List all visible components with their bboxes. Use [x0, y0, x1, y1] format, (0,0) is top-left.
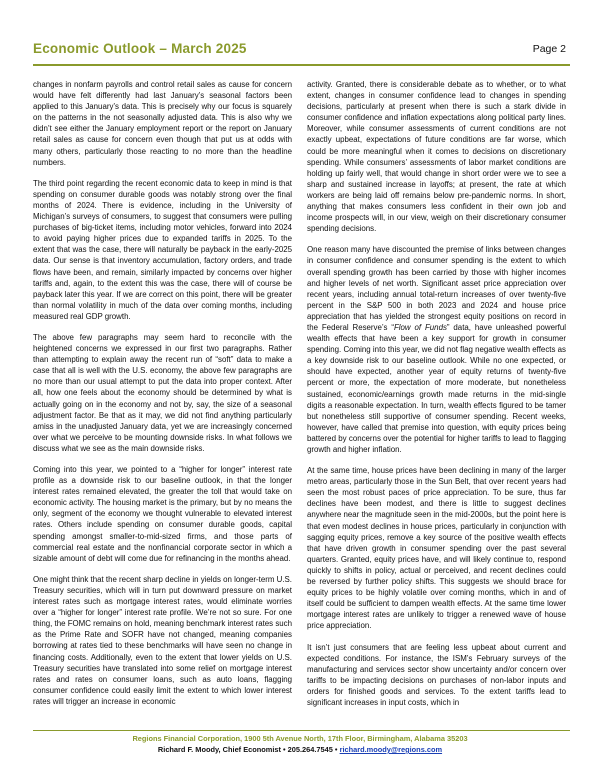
- email-link[interactable]: richard.moody@regions.com: [339, 745, 443, 754]
- newsletter-title: Economic Outlook – March 2025: [33, 41, 247, 56]
- page-header: [33, 38, 570, 66]
- paragraph: One might think that the recent sharp decline in yields on longer-term U.S. Treasury securities, which will in turn put downward pressure on market interest rates such as mortgage interest rates, would eliminate worries over a “higher for longer” interest rate profile. We’re not so sure. For one thing, the FOMC remains on hold, meaning benchmark interest rates such as the Prime Rate and SOFR have not changed, meaning companies borrowing at rates tied to these benchmarks will have seen no change in financing costs. Additionally, even to the extent that lower yields on U.S. Treasury securities have translated into some relief on mortgage interest rates and rates on consumer loans, such as auto loans, flagging consumer confidence could easily limit the extent to which lower interest rates will trigger an increase in economic: [33, 574, 292, 706]
- paragraph: activity. Granted, there is considerable debate as to whether, or to what extent, changes in consumer confidence lead to changes in spending decisions, particularly at present when there is such a stark divide in consumer confidence and inflation expectations along political party lines. Moreover, while consumer assessments of current conditions are not exactly upbeat, expectations of future conditions are far worse, which could be more meaningful when it comes to decisions on discretionary spending. While consumers’ assessments of labor market conditions are holding up fairly well, that would change in short order were we to see a sharp and sustained increase in layoffs; at present, the rate at which workers are being laid off remains below pre-pandemic norms. In short, anything that makes consumers less confident in their own job and income prospects will, in our view, weigh on their discretionary consumer spending decisions.: [307, 80, 566, 234]
- flow-of-funds-title: Flow of Funds: [393, 322, 447, 332]
- paragraph: Coming into this year, we pointed to a “higher for longer” interest rate profile as a downside risk to our baseline outlook, in that the longer interest rates remained elevated, the greater the toll that would take on economic activity. The housing market is the primary, but by no means the only, segment of the economy we thought vulnerable to elevated interest rates. Others include spending on consumer durable goods, capital spending amongst smaller-to-mid-sized firms, and those parts of commercial real estate and the nonfinancial corporate sector in which a sizable amount of debt will come due for refinancing in the months ahead.: [33, 465, 292, 563]
- paragraph: At the same time, house prices have been declining in many of the larger metro areas, particularly those in the Sun Belt, that over recent years had seen the most robust paces of price appreciation. To be sure, thus far declines have been modest, and there is little to suggest declines anywhere near the magnitude seen in the mid-2000s, but the point here is that even modest declines in house prices, particularly in conjunction with sagging equity prices, remove a key source of the positive wealth effects that have driven growth in consumer spending over the past several quarters. Granted, equity prices have, and will likely continue to, respond quickly to shifts in policy, actual or perceived, and recent declines could be reversed by further policy shifts. This suggests we should brace for equity prices to be highly volatile over coming months, which in and of itself could be sufficient to dampen wealth effects. At the same time lower mortgage interest rates are unlikely to trigger a renewed wave of house price appreciation.: [307, 466, 566, 631]
- footer-contact: [0, 745, 600, 754]
- contact-info: Richard F. Moody, Chief Economist • 205.264.7545 •: [157, 745, 340, 754]
- paragraph: changes in nonfarm payrolls and control retail sales as cause for concern would have felt differently had last January’s seasonal factors been applied to this January’s data. This is precisely why our focus is squarely on the patterns in the not seasonally adjusted data. This is also why we didn’t see either the January employment report or the report on January retail sales as cause for concern even though that put us at odds with many others, particularly those reacting to no more than the headline numbers.: [33, 80, 292, 167]
- left-column: [33, 79, 292, 717]
- footer-address: Regions Financial Corporation, 1900 5th Avenue North, 17th Floor, Birmingham, Alabama 35203: [132, 734, 468, 743]
- paragraph-text: ” data, have unleashed powerful wealth effects that have been a key support for growth in consumer spending. Coming into this year, we did not flag negative wealth effects as a key downside risk to our baseline outlook. While no one expected, or should have expected, another year of equity returns of twenty-five percent or more, the expectation of more moderate, but nonetheless sustained, economic/earnings growth made returns in the mid-single digits a reasonable expectation. In turn, wealth effects figured to be tamer but nonetheless still supportive of consumer spending. Recent weeks, however, have called that premise into question, with equity prices being battered by concerns over the potential for higher tariffs to lead to flagging growth and higher inflation.: [307, 322, 566, 454]
- paragraph: The third point regarding the recent economic data to keep in mind is that spending on consumer durable goods was notably strong over the final months of 2024. There is evidence, including in the University of Michigan’s surveys of consumers, to suggest that consumers were pulling purchases of big-ticket items, including motor vehicles, forward into 2024 to avoid paying higher prices due to expanded tariffs in 2025. To the extent that was the case, there will naturally be payback in the early-2025 data. Our sense is that inventory accumulation, factory orders, and trade flows have been, and remain, similarly impacted by concerns over higher tariffs and, again, to the extent this was the case, there will of course be payback later this year. If we are correct on this point, there will be greater than normal volatility in much of the data over coming months, including measured real GDP growth.: [33, 178, 292, 321]
- paragraph-text: One reason many have discounted the premise of links between changes in consumer confidence and consumer spending is the extent to which overall spending growth has been carried by those with higher incomes and higher levels of net worth. Significant asset price appreciation over recent years, including annual total-return increases of over twenty-five percent in the S&P 500 in both 2023 and 2024 and house price appreciation that has yielded the strongest equity positions on record in the Federal Reserve’s “: [307, 245, 566, 332]
- right-column: [307, 79, 566, 718]
- paragraph: [307, 244, 566, 455]
- paragraph: The above few paragraphs may seem hard to reconcile with the heightened concerns we expressed in our first two paragraphs. Rather than attempting to explain away the recent run of “soft” data to make a case that all is well with the U.S. economy, the above few paragraphs are no more than our usual attempt to put the data into proper context. After all, how one feels about the economy should be determined by what is actually going on in the economy and not by, say, the size of a seasonal adjustment factor. Be that as it may, we did not find anything particularly amiss in the unadjusted January data, yet we are increasingly concerned over what we perceive to be mounting downside risks. In what follows we discuss what we see as the main downside risks.: [33, 332, 292, 453]
- footer-divider: [33, 730, 570, 731]
- page-number: Page 2: [532, 43, 566, 55]
- paragraph: It isn’t just consumers that are feeling less upbeat about current and expected conditions. For instance, the ISM’s February surveys of the manufacturing and services sector show uncertainty and/or concern over tariffs to be impacting decisions on purchases of non-labor inputs and orders for finished goods and services. To the extent tariffs lead to significant increases in input costs, which in: [307, 642, 566, 707]
